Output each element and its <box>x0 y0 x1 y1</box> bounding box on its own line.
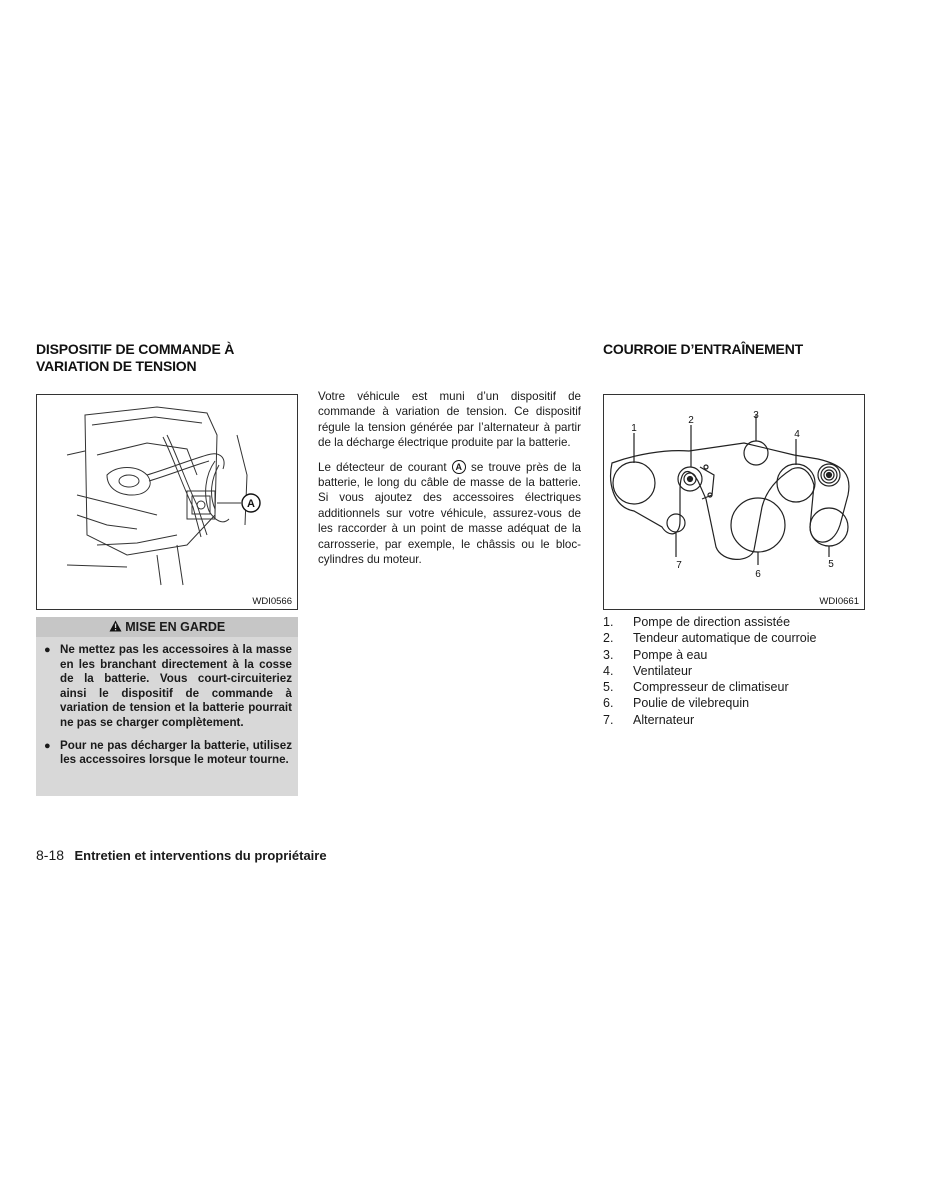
callout-4: 4 <box>794 429 800 440</box>
item-number: 3. <box>603 647 614 662</box>
warning-text: Ne mettez pas les accessoires à la masse en les branchant directement à la cosse de la batterie. Vous court-circuiteriez ainsi le dispositif de commande à variation de tension et la batterie pourrait ne pas se charger complètement. <box>60 643 292 729</box>
item-number: 5. <box>603 680 614 695</box>
item-label: Ventilateur <box>633 663 693 678</box>
item-number: 1. <box>603 615 614 629</box>
warning-title-bar <box>36 617 298 637</box>
bullet-icon: ● <box>44 644 51 656</box>
item-label: Pompe de direction assistée <box>633 615 791 629</box>
list-item <box>603 647 883 663</box>
warning-text: Pour ne pas décharger la batterie, utilisez les accessoires lorsque le moteur tourne. <box>60 738 292 767</box>
list-item <box>603 679 883 695</box>
warning-box <box>36 617 298 796</box>
warning-list <box>36 637 298 780</box>
section-title: Entretien et interventions du propriétaire <box>74 848 327 863</box>
list-item <box>603 630 883 646</box>
battery-sensor-illustration <box>36 394 298 610</box>
callout-7: 7 <box>676 560 682 571</box>
list-item <box>603 695 883 711</box>
section-heading-drive-belt: COURROIE D’ENTRAÎNEMENT <box>603 341 803 357</box>
page-footer <box>36 847 327 865</box>
figure-code: WDI0566 <box>252 596 292 607</box>
item-number: 4. <box>603 663 614 678</box>
paragraph-part: se trouve près de la batterie, le long du câble de masse de la batterie. Si vous ajoutez des accessoires électriques additionnels sur votre véhicule, assurez-vous de les raccorder à un point de masse adéquat de la carrosserie, par exemple, le châssis ou le bloc-cylindres du moteur. <box>318 460 581 567</box>
page-number: 8-18 <box>36 847 65 863</box>
list-item <box>603 614 883 630</box>
item-number: 2. <box>603 631 614 646</box>
voltage-control-description <box>318 389 581 576</box>
item-label: Tendeur automatique de courroie <box>633 631 817 646</box>
callout-5: 5 <box>828 559 834 570</box>
item-number: 6. <box>603 696 614 711</box>
warning-triangle-icon <box>109 620 122 632</box>
belt-routing-drawing <box>604 395 864 595</box>
figure-code: WDI0661 <box>819 596 859 607</box>
paragraph-part: Le détecteur de courant <box>318 460 447 474</box>
bullet-icon: ● <box>44 739 51 752</box>
callout-a-label: A <box>247 498 255 510</box>
callout-2: 2 <box>688 415 694 426</box>
heading-line: DISPOSITIF DE COMMANDE À <box>36 341 235 357</box>
item-label: Compresseur de climatiseur <box>633 680 789 695</box>
warning-item <box>42 643 292 731</box>
callout-3: 3 <box>753 410 759 421</box>
engine-bay-drawing <box>37 395 297 595</box>
callout-1: 1 <box>631 423 637 434</box>
callout-a-symbol: A <box>452 460 466 474</box>
belt-routing-diagram <box>603 394 865 610</box>
paragraph: Votre véhicule est muni d’un dispositif de commande à variation de tension. Ce dispositif régule la tension générée par l’alternateur à partir de la décharge électrique produite par la batterie. <box>318 390 581 450</box>
callout-6: 6 <box>755 569 761 580</box>
item-number: 7. <box>603 712 614 727</box>
warning-title: MISE EN GARDE <box>125 620 226 634</box>
paragraph <box>318 460 581 568</box>
item-label: Poulie de vilebrequin <box>633 696 750 711</box>
belt-parts-list <box>603 614 883 728</box>
list-item <box>603 712 883 728</box>
list-item <box>603 663 883 679</box>
heading-line: VARIATION DE TENSION <box>36 358 197 374</box>
section-heading-voltage-control <box>36 341 296 375</box>
item-label: Alternateur <box>633 712 695 727</box>
item-label: Pompe à eau <box>633 647 708 662</box>
warning-item <box>42 739 292 768</box>
